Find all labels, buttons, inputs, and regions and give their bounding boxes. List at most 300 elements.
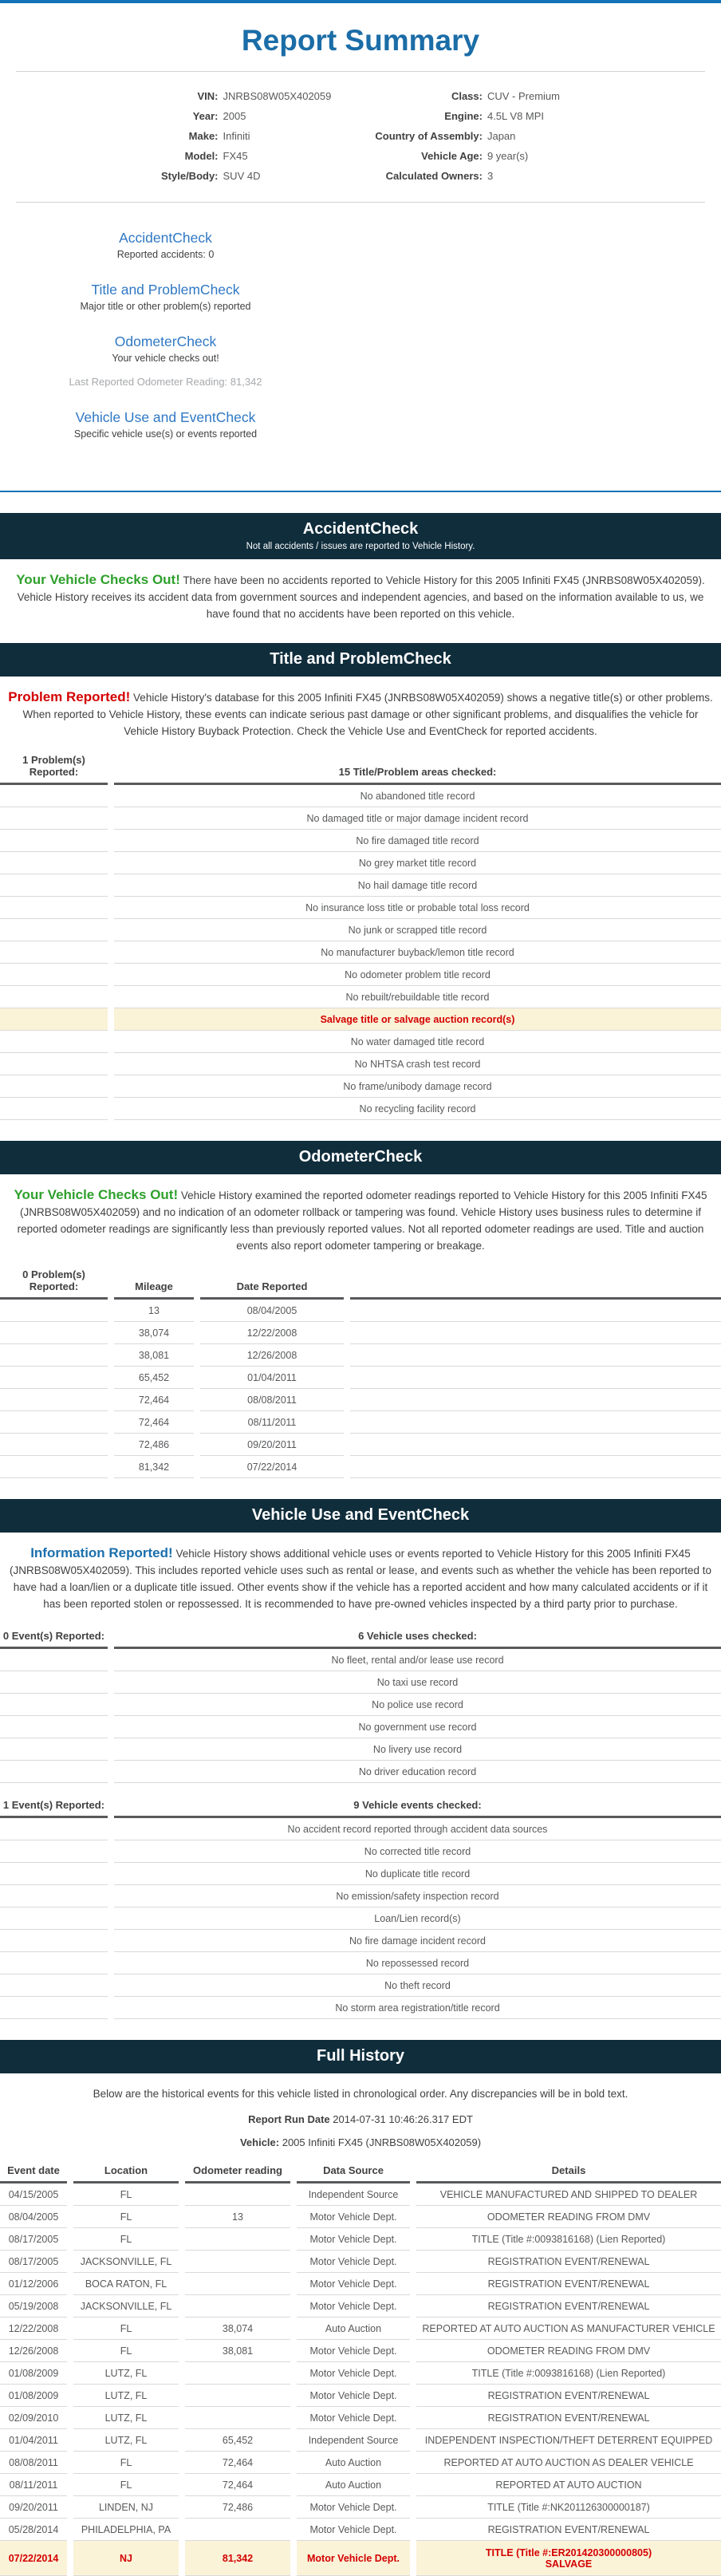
location-cell: FL (73, 2318, 179, 2340)
title-problem-rows (0, 785, 721, 1120)
use-reported-cell (0, 1649, 108, 1671)
odometer-check-header (0, 1141, 721, 1174)
event-date-cell: 08/17/2005 (0, 2228, 67, 2251)
odometer-check-paragraph (6, 1186, 715, 1254)
event-checked-cell: No theft record (114, 1974, 721, 1997)
date-reported-header: Date Reported (200, 1268, 344, 1300)
problem-area-cell: No junk or scrapped title record (114, 919, 721, 941)
use-checked-cell: No government use record (114, 1716, 721, 1738)
data-source-header: Data Source (297, 2161, 410, 2183)
odometer-spacer-cell (350, 1389, 721, 1411)
vehicle-uses-table (0, 1627, 721, 1783)
location-cell: JACKSONVILLE, FL (73, 2295, 179, 2318)
event-reported-cell (0, 1863, 108, 1885)
details-line-1: REPORTED AT AUTO AUCTION AS MANUFACTURER VEHICLE (422, 2322, 715, 2334)
summary-link-block (0, 409, 331, 440)
title-problem-row (0, 1053, 721, 1075)
problem-area-cell: No insurance loss title or probable total loss record (114, 897, 721, 919)
event-checked-cell: No repossessed record (114, 1952, 721, 1974)
vehicle-info-value: JNRBS08W05X402059 (223, 90, 332, 102)
details-line-1: TITLE (Title #:ER201420300000805) (485, 2546, 652, 2558)
odometer-cell: 65,452 (185, 2429, 290, 2452)
event-date-cell: 01/08/2009 (0, 2362, 67, 2385)
page-title: Report Summary (241, 24, 480, 57)
odometer-cell (185, 2295, 290, 2318)
summary-section-desc: Your vehicle checks out! (112, 353, 219, 364)
event-date-cell: 08/04/2005 (0, 2206, 67, 2228)
details-cell (416, 2519, 721, 2541)
location-cell: FL (73, 2452, 179, 2474)
event-checked-cell: No fire damage incident record (114, 1930, 721, 1952)
vehicle-info-label: Country of Assembly: (375, 130, 483, 142)
vehicle-use-row (0, 1738, 721, 1761)
odometer-table-header (0, 1268, 721, 1300)
odometer-spacer-header (350, 1268, 721, 1300)
odometer-cell (185, 2273, 290, 2295)
report-run-date-label: Report Run Date (248, 2113, 330, 2125)
event-reported-cell (0, 1930, 108, 1952)
event-checked-cell: Loan/Lien record(s) (114, 1907, 721, 1930)
title-problem-row (0, 964, 721, 986)
date-reported-cell: 01/04/2011 (200, 1367, 344, 1389)
history-row (0, 2206, 721, 2228)
odometer-row (0, 1411, 721, 1434)
status-text-blue: Information Reported! (30, 1545, 173, 1560)
problem-area-cell: No abandoned title record (114, 785, 721, 807)
vehicle-info-row (161, 106, 331, 126)
problem-area-cell: No manufacturer buyback/lemon title record (114, 941, 721, 964)
title-problem-row (0, 941, 721, 964)
use-checked-cell: No livery use record (114, 1738, 721, 1761)
vehicle-info-row (161, 146, 331, 166)
divider (16, 202, 705, 203)
event-date-cell: 01/08/2009 (0, 2385, 67, 2407)
vehicle-info-label: Class: (451, 90, 483, 102)
vehicle-info-value: SUV 4D (223, 170, 261, 182)
history-row (0, 2362, 721, 2385)
history-row (0, 2251, 721, 2273)
problem-reported-cell (0, 919, 108, 941)
title-problem-table (0, 754, 721, 1120)
data-source-cell: Motor Vehicle Dept. (297, 2519, 410, 2541)
history-row (0, 2496, 721, 2519)
title-problem-row (0, 986, 721, 1008)
use-event-paragraph (6, 1544, 715, 1612)
vehicle-event-row (0, 1974, 721, 1997)
details-cell (416, 2228, 721, 2251)
summary-link-block (0, 333, 331, 388)
details-cell (416, 2251, 721, 2273)
odometer-spacer-cell (350, 1322, 721, 1344)
odometer-check-body: Vehicle History examined the reported odometer readings reported to Vehicle History for this 2005 Infiniti FX45 (JNRBS08W05X402059) and no indication of an odometer rollback or tampering was found. Vehicle History uses business rules to determine if reported odometer readings are significantly less than previously reported values. Not all reported odometer readings are used. Title and auction events also report odometer tampering or breakage. (17, 1189, 707, 1252)
section-title: Full History (316, 2047, 404, 2065)
odometer-problem-cell (0, 1300, 108, 1322)
data-source-cell: Motor Vehicle Dept. (297, 2251, 410, 2273)
title-problem-body: Vehicle History's database for this 2005 Infiniti FX45 (JNRBS08W05X402059) shows a negative title(s) or other problems. When reported to Vehicle History, these events can indicate serious past damage or other significant problems, and disqualifies the vehicle for Vehicle History Buyback Protection. Check the Vehicle Use and EventCheck for reported accidents. (22, 692, 713, 737)
event-date-cell: 01/04/2011 (0, 2429, 67, 2452)
title-problem-check-header (0, 643, 721, 677)
details-cell (416, 2206, 721, 2228)
top-accent-bar (0, 0, 721, 3)
problem-area-cell: No NHTSA crash test record (114, 1053, 721, 1075)
summary-section-extra: Last Reported Odometer Reading: 81,342 (69, 376, 262, 388)
section-title: Vehicle Use and EventCheck (251, 1506, 470, 1524)
event-date-cell: 05/28/2014 (0, 2519, 67, 2541)
mileage-cell: 72,464 (114, 1389, 194, 1411)
history-row (0, 2273, 721, 2295)
vehicle-events-rows (0, 1818, 721, 2019)
problem-area-cell: No grey market title record (114, 852, 721, 874)
problem-reported-cell (0, 1053, 108, 1075)
vehicle-info-row (375, 106, 560, 126)
odometer-row (0, 1300, 721, 1322)
title-problem-row (0, 785, 721, 807)
problem-area-cell: No damaged title or major damage incident record (114, 807, 721, 830)
details-cell (416, 2496, 721, 2519)
vehicle-event-row (0, 1885, 721, 1907)
data-source-cell: Motor Vehicle Dept. (297, 2273, 410, 2295)
event-reported-cell (0, 1818, 108, 1840)
details-line-1: INDEPENDENT INSPECTION/THEFT DETERRENT EQUIPPED (424, 2434, 713, 2446)
event-checked-cell: No emission/safety inspection record (114, 1885, 721, 1907)
date-reported-cell: 09/20/2011 (200, 1434, 344, 1456)
details-cell (416, 2273, 721, 2295)
problem-reported-cell (0, 807, 108, 830)
events-reported-header: 1 Event(s) Reported: (0, 1796, 108, 1818)
use-checked-cell: No driver education record (114, 1761, 721, 1783)
problem-reported-cell (0, 852, 108, 874)
vehicle-use-row (0, 1649, 721, 1671)
odometer-problem-cell (0, 1367, 108, 1389)
event-checked-cell: No corrected title record (114, 1840, 721, 1863)
odometer-row (0, 1367, 721, 1389)
data-source-cell: Independent Source (297, 2183, 410, 2206)
vehicle-info-row (375, 126, 560, 146)
location-cell: FL (73, 2340, 179, 2362)
location-cell: FL (73, 2474, 179, 2496)
problem-reported-cell (0, 1098, 108, 1120)
details-cell (416, 2474, 721, 2496)
use-reported-cell (0, 1694, 108, 1716)
event-date-cell: 08/17/2005 (0, 2251, 67, 2273)
vehicle-info-label: Model: (184, 150, 219, 162)
odometer-row (0, 1456, 721, 1478)
history-row (0, 2541, 721, 2576)
problem-reported-cell (0, 830, 108, 852)
vehicle-info-label: Calculated Owners: (385, 170, 483, 182)
details-header: Details (416, 2161, 721, 2183)
event-reported-cell (0, 1997, 108, 2019)
location-cell: FL (73, 2183, 179, 2206)
odometer-cell (185, 2362, 290, 2385)
vehicle-info-value: 9 year(s) (487, 150, 529, 162)
odometer-cell (185, 2228, 290, 2251)
vehicle-event-row (0, 1997, 721, 2019)
location-cell: LUTZ, FL (73, 2429, 179, 2452)
summary-section-desc: Reported accidents: 0 (116, 249, 215, 260)
odometer-row (0, 1434, 721, 1456)
date-reported-cell: 12/22/2008 (200, 1322, 344, 1344)
data-source-cell: Motor Vehicle Dept. (297, 2385, 410, 2407)
vehicle-info-row (375, 166, 560, 186)
details-line-1: REGISTRATION EVENT/RENEWAL (487, 2255, 650, 2267)
event-date-cell: 02/09/2010 (0, 2407, 67, 2429)
odometer-cell: 72,464 (185, 2452, 290, 2474)
odometer-table (0, 1268, 721, 1478)
title-problem-row (0, 852, 721, 874)
title-problem-paragraph (6, 688, 715, 740)
mileage-cell: 81,342 (114, 1456, 194, 1478)
details-line-1: VEHICLE MANUFACTURED AND SHIPPED TO DEALER (439, 2188, 698, 2200)
history-row (0, 2228, 721, 2251)
summary-link-block (0, 230, 331, 260)
mileage-header: Mileage (114, 1268, 194, 1300)
details-cell (416, 2318, 721, 2340)
odometer-cell: 13 (185, 2206, 290, 2228)
use-event-body: Vehicle History shows additional vehicle uses or events reported to Vehicle History for this 2005 Infiniti FX45 (JNRBS08W05X402059). This includes reported vehicle uses such as rental or lease, and events such as whether the vehicle has been reported to have had a loan/lien or a duplicate title issued. Other events show if the vehicle has a reported accident and how many calculated accidents or if it has been reported stolen or repossessed. It is recommended to have pre-owned vehicles inspected by a third party prior to purchase. (9, 1548, 711, 1610)
vehicle-use-row (0, 1694, 721, 1716)
section-title: Title and ProblemCheck (270, 650, 451, 668)
use-checked-cell: No taxi use record (114, 1671, 721, 1694)
vehicle-info-value: 3 (487, 170, 494, 182)
full-history-intro: Below are the historical events for this vehicle listed in chronological order. Any discrepancies will be in bold text. (93, 2088, 628, 2100)
details-line-1: REPORTED AT AUTO AUCTION (495, 2479, 642, 2491)
vehicle-info-value: 2005 (223, 110, 246, 122)
title-problem-row (0, 1098, 721, 1120)
details-line-1: ODOMETER READING FROM DMV (487, 2211, 651, 2223)
odometer-problem-cell (0, 1411, 108, 1434)
events-checked-header: 9 Vehicle events checked: (114, 1796, 721, 1818)
problem-area-cell: No rebuilt/rebuildable title record (114, 986, 721, 1008)
details-line-2: SALVAGE (545, 2558, 593, 2570)
history-row (0, 2385, 721, 2407)
details-line-1: TITLE (Title #:0093816168) (Lien Reported) (471, 2233, 666, 2245)
details-cell (416, 2452, 721, 2474)
accident-check-paragraph (6, 571, 715, 622)
details-line-1: TITLE (Title #:0093816168) (Lien Reported) (471, 2367, 666, 2379)
location-cell: LUTZ, FL (73, 2407, 179, 2429)
event-date-cell: 04/15/2005 (0, 2183, 67, 2206)
status-text-green: Your Vehicle Checks Out! (14, 1187, 179, 1202)
vehicle-info-row (375, 146, 560, 166)
accident-check-body: There have been no accidents reported to Vehicle History for this 2005 Infiniti FX45 (JNRBS08W05X402059). Vehicle History receives its accident data from government sources and independent agencies, and based on the information available to us, we have found that no accidents have been reported on this vehicle. (17, 574, 705, 620)
details-cell (416, 2385, 721, 2407)
title-problem-row (0, 1008, 721, 1031)
history-vehicle-line (0, 2136, 721, 2148)
problem-area-cell: No water damaged title record (114, 1031, 721, 1053)
problems-reported-header: 1 Problem(s) Reported: (0, 754, 108, 785)
problem-reported-cell (0, 1031, 108, 1053)
history-row (0, 2474, 721, 2496)
use-reported-cell (0, 1761, 108, 1783)
summary-section-link[interactable]: Vehicle Use and EventCheck (75, 409, 256, 425)
odometer-row (0, 1389, 721, 1411)
odometer-problems-header: 0 Problem(s) Reported: (0, 1268, 108, 1300)
summary-link-block (0, 282, 331, 312)
vehicle-info-value: 4.5L V8 MPI (487, 110, 545, 122)
odometer-rows (0, 1300, 721, 1478)
vehicle-uses-table-header (0, 1627, 721, 1649)
accident-check-header (0, 513, 721, 559)
event-reported-cell (0, 1840, 108, 1863)
event-checked-cell: No accident record reported through accident data sources (114, 1818, 721, 1840)
problem-area-cell: No hail damage title record (114, 874, 721, 897)
history-row (0, 2429, 721, 2452)
data-source-cell: Motor Vehicle Dept. (297, 2541, 410, 2576)
title-problem-row (0, 1031, 721, 1053)
vehicle-info-row (161, 166, 331, 186)
summary-section-link[interactable]: Title and ProblemCheck (91, 282, 240, 298)
vehicle-event-row (0, 1840, 721, 1863)
location-header: Location (73, 2161, 179, 2183)
use-reported-cell (0, 1716, 108, 1738)
vehicle-event-row (0, 1952, 721, 1974)
vehicle-use-row (0, 1761, 721, 1783)
mileage-cell: 13 (114, 1300, 194, 1322)
history-row (0, 2295, 721, 2318)
problem-reported-cell (0, 986, 108, 1008)
details-cell (416, 2183, 721, 2206)
details-line-1: REGISTRATION EVENT/RENEWAL (487, 2300, 650, 2312)
vehicle-info-label: VIN: (197, 90, 219, 102)
use-reported-cell (0, 1671, 108, 1694)
vehicle-info-label: Year: (192, 110, 219, 122)
vehicle-events-table (0, 1796, 721, 2019)
section-title: AccidentCheck (302, 520, 419, 538)
title-problem-table-header (0, 754, 721, 785)
title-problem-row (0, 874, 721, 897)
odometer-cell: 72,464 (185, 2474, 290, 2496)
title-problem-row (0, 1075, 721, 1098)
problem-reported-cell (0, 1075, 108, 1098)
event-date-cell: 05/19/2008 (0, 2295, 67, 2318)
problem-reported-cell (0, 941, 108, 964)
details-cell (416, 2541, 721, 2576)
date-reported-cell: 12/26/2008 (200, 1344, 344, 1367)
vehicle-events-table-header (0, 1796, 721, 1818)
odometer-row (0, 1344, 721, 1367)
problem-reported-cell (0, 964, 108, 986)
data-source-cell: Auto Auction (297, 2474, 410, 2496)
data-source-cell: Independent Source (297, 2429, 410, 2452)
location-cell: NJ (73, 2541, 179, 2576)
summary-section-desc: Major title or other problem(s) reported (80, 301, 251, 312)
vehicle-info-value: FX45 (223, 150, 248, 162)
odometer-problem-cell (0, 1389, 108, 1411)
details-line-1: REGISTRATION EVENT/RENEWAL (487, 2278, 650, 2290)
vehicle-info-value: CUV - Premium (487, 90, 560, 102)
report-run-date (0, 2113, 721, 2125)
location-cell: LUTZ, FL (73, 2385, 179, 2407)
full-history-table-header (0, 2161, 721, 2183)
summary-section-link[interactable]: AccidentCheck (119, 230, 212, 246)
areas-checked-header: 15 Title/Problem areas checked: (114, 754, 721, 785)
data-source-cell: Motor Vehicle Dept. (297, 2295, 410, 2318)
use-checked-cell: No police use record (114, 1694, 721, 1716)
odometer-cell (185, 2183, 290, 2206)
location-cell: LINDEN, NJ (73, 2496, 179, 2519)
location-cell: PHILADELPHIA, PA (73, 2519, 179, 2541)
vehicle-info-row (161, 86, 331, 106)
odometer-spacer-cell (350, 1367, 721, 1389)
event-reported-cell (0, 1952, 108, 1974)
problem-area-cell: No recycling facility record (114, 1098, 721, 1120)
vehicle-use-row (0, 1716, 721, 1738)
use-checked-cell: No fleet, rental and/or lease use record (114, 1649, 721, 1671)
odometer-cell (185, 2407, 290, 2429)
odometer-cell: 38,081 (185, 2340, 290, 2362)
summary-section-desc: Specific vehicle use(s) or events reported (73, 428, 258, 440)
problem-area-cell: Salvage title or salvage auction record(s) (114, 1008, 721, 1031)
events-reported-header: 0 Event(s) Reported: (0, 1627, 108, 1649)
mileage-cell: 38,081 (114, 1344, 194, 1367)
vehicle-info-label: Make: (188, 130, 219, 142)
odometer-cell: 38,074 (185, 2318, 290, 2340)
location-cell: JACKSONVILLE, FL (73, 2251, 179, 2273)
vehicle-info-label: Style/Body: (161, 170, 219, 182)
vehicle-info-label: Engine: (444, 110, 483, 122)
event-reported-cell (0, 1974, 108, 1997)
odometer-spacer-cell (350, 1411, 721, 1434)
mileage-cell: 72,486 (114, 1434, 194, 1456)
event-date-cell: 12/26/2008 (0, 2340, 67, 2362)
event-date-cell: 08/11/2011 (0, 2474, 67, 2496)
status-text-red: Problem Reported! (8, 689, 131, 704)
date-reported-cell: 08/04/2005 (200, 1300, 344, 1322)
odometer-spacer-cell (350, 1434, 721, 1456)
data-source-cell: Motor Vehicle Dept. (297, 2496, 410, 2519)
summary-section-link[interactable]: OdometerCheck (114, 333, 217, 349)
details-cell (416, 2362, 721, 2385)
event-reported-cell (0, 1885, 108, 1907)
location-cell: FL (73, 2228, 179, 2251)
vehicle-event-row (0, 1907, 721, 1930)
location-cell: LUTZ, FL (73, 2362, 179, 2385)
vehicle-event-row (0, 1863, 721, 1885)
blue-rule (0, 491, 721, 492)
vehicle-info-left-column (161, 86, 331, 186)
data-source-cell: Motor Vehicle Dept. (297, 2407, 410, 2429)
event-checked-cell: No duplicate title record (114, 1863, 721, 1885)
details-cell (416, 2407, 721, 2429)
mileage-cell: 65,452 (114, 1367, 194, 1389)
history-row (0, 2318, 721, 2340)
vehicle-use-row (0, 1671, 721, 1694)
odometer-row (0, 1322, 721, 1344)
date-reported-cell: 08/08/2011 (200, 1389, 344, 1411)
mileage-cell: 72,464 (114, 1411, 194, 1434)
problem-reported-cell (0, 785, 108, 807)
mileage-cell: 38,074 (114, 1322, 194, 1344)
odometer-reading-header: Odometer reading (185, 2161, 290, 2183)
odometer-spacer-cell (350, 1344, 721, 1367)
details-line-1: ODOMETER READING FROM DMV (487, 2345, 651, 2357)
odometer-spacer-cell (350, 1456, 721, 1478)
full-history-rows (0, 2183, 721, 2576)
title-problem-row (0, 807, 721, 830)
odometer-cell (185, 2519, 290, 2541)
summary-links (0, 230, 331, 440)
report-run-date-value: 2014-07-31 10:46:26.317 EDT (333, 2113, 473, 2125)
history-row (0, 2452, 721, 2474)
vehicle-info-value: Japan (487, 130, 516, 142)
event-date-cell: 01/12/2006 (0, 2273, 67, 2295)
details-line-1: REGISTRATION EVENT/RENEWAL (487, 2412, 650, 2424)
title-problem-row (0, 897, 721, 919)
history-row (0, 2519, 721, 2541)
details-cell (416, 2295, 721, 2318)
data-source-cell: Motor Vehicle Dept. (297, 2206, 410, 2228)
